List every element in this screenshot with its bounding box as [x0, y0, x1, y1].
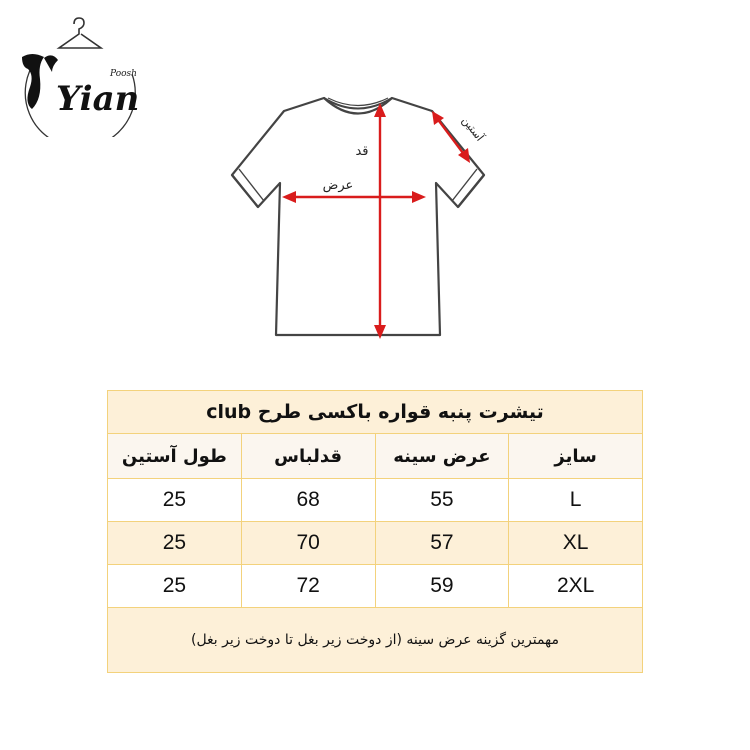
header-size: سایز [509, 434, 643, 479]
cell-chest-width: 57 [375, 522, 509, 565]
table-title: تیشرت پنبه قواره باکسی طرح club [108, 391, 643, 434]
logo-text: Yian [56, 79, 140, 119]
table-row [108, 565, 643, 608]
cell-sleeve-length: 25 [108, 565, 242, 608]
cell-sleeve-length: 25 [108, 522, 242, 565]
width-label: عرض [322, 178, 354, 193]
cell-chest-width: 59 [375, 565, 509, 608]
sleeve-label: آستین [459, 114, 487, 144]
logo-subtext: Poosh [110, 69, 137, 79]
header-length: قدلباس [241, 434, 375, 479]
cell-size: 2XL [509, 565, 643, 608]
cell-size: XL [509, 522, 643, 565]
cell-sleeve-length: 25 [108, 479, 242, 522]
table-note: مهمترین گزینه عرض سینه (از دوخت زیر بغل تا دوخت زیر بغل) [108, 608, 643, 673]
table-row [108, 479, 643, 522]
size-table [107, 390, 643, 673]
height-label: قد [355, 144, 369, 159]
tshirt-diagram [212, 45, 502, 350]
cell-size: L [509, 479, 643, 522]
cell-length: 68 [241, 479, 375, 522]
header-chest-width: عرض سینه [375, 434, 509, 479]
cell-length: 70 [241, 522, 375, 565]
header-sleeve-length: طول آستین [108, 434, 242, 479]
brand-logo [14, 12, 144, 137]
cell-length: 72 [241, 565, 375, 608]
table-row [108, 522, 643, 565]
cell-chest-width: 55 [375, 479, 509, 522]
